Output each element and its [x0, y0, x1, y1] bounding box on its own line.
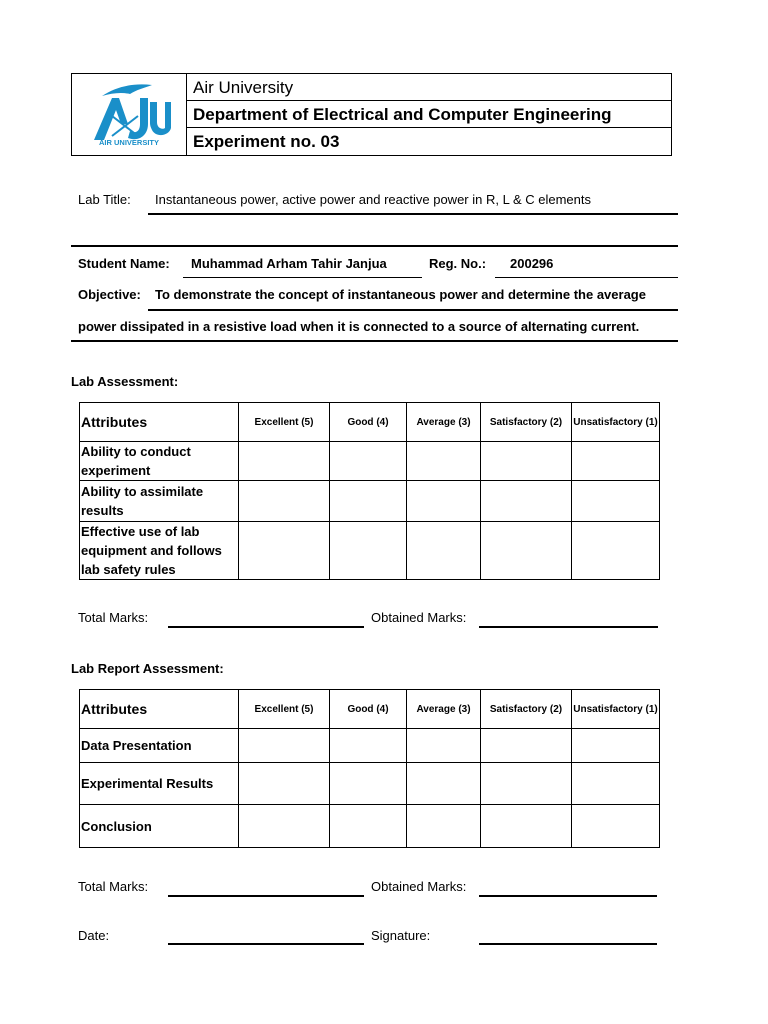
score-cell[interactable] — [330, 729, 407, 763]
lab-obtained-marks-field[interactable] — [479, 626, 658, 628]
score-cell[interactable] — [330, 481, 407, 522]
column-header: Good (4) — [330, 690, 407, 729]
attribute-cell: Experimental Results — [80, 763, 239, 805]
report-total-marks-field[interactable] — [168, 895, 364, 897]
student-name-line — [183, 277, 422, 278]
score-cell[interactable] — [239, 442, 330, 481]
lab-assessment-table — [79, 402, 660, 580]
column-header: Unsatisfactory (1) — [572, 690, 660, 729]
report-assessment-heading: Lab Report Assessment: — [71, 661, 224, 676]
signature-label: Signature: — [371, 928, 431, 943]
lab-obtained-marks-label: Obtained Marks: — [371, 610, 467, 625]
score-cell[interactable] — [481, 729, 572, 763]
score-cell[interactable] — [481, 442, 572, 481]
report-obtained-marks-field[interactable] — [479, 895, 657, 897]
column-header: Average (3) — [407, 403, 481, 442]
objective-underline-1 — [148, 309, 678, 311]
student-name-value: Muhammad Arham Tahir Janjua — [191, 256, 387, 271]
attribute-cell: Data Presentation — [80, 729, 239, 763]
score-cell[interactable] — [239, 481, 330, 522]
objective-underline-2 — [71, 340, 678, 342]
score-cell[interactable] — [330, 763, 407, 805]
header-table — [71, 73, 672, 156]
objective-line-1: To demonstrate the concept of instantaneous power and determine the average — [155, 287, 646, 302]
university-logo — [72, 74, 187, 155]
score-cell[interactable] — [239, 522, 330, 580]
divider-line — [71, 245, 678, 247]
column-header: Unsatisfactory (1) — [572, 403, 660, 442]
attribute-cell: Effective use of lab equipment and follows lab safety rules — [80, 522, 239, 580]
reg-no-label: Reg. No.: — [429, 256, 487, 271]
table-row — [80, 729, 660, 763]
signature-field[interactable] — [479, 943, 657, 945]
lab-title-label: Lab Title: — [78, 192, 131, 207]
university-name: Air University — [187, 74, 671, 101]
column-header: Satisfactory (2) — [481, 403, 572, 442]
reg-no-line — [495, 277, 678, 278]
column-header: Satisfactory (2) — [481, 690, 572, 729]
table-row — [80, 522, 660, 580]
score-cell[interactable] — [407, 763, 481, 805]
score-cell[interactable] — [572, 481, 660, 522]
table-header-row — [80, 403, 660, 442]
lab-total-marks-label: Total Marks: — [78, 610, 149, 625]
score-cell[interactable] — [239, 805, 330, 848]
report-assessment-table — [79, 689, 660, 848]
lab-assessment-heading: Lab Assessment: — [71, 374, 179, 389]
column-header: Excellent (5) — [239, 690, 330, 729]
column-header: Average (3) — [407, 690, 481, 729]
table-header-row — [80, 690, 660, 729]
attribute-cell: Ability to conduct experiment — [80, 442, 239, 481]
score-cell[interactable] — [572, 729, 660, 763]
report-obtained-marks-label: Obtained Marks: — [371, 879, 467, 894]
score-cell[interactable] — [330, 522, 407, 580]
column-header: Attributes — [80, 403, 239, 442]
score-cell[interactable] — [407, 805, 481, 848]
department-name: Department of Electrical and Computer Engineering — [187, 101, 671, 128]
logo-text: AIR UNIVERSITY — [98, 138, 160, 147]
table-row — [80, 763, 660, 805]
column-header: Attributes — [80, 690, 239, 729]
score-cell[interactable] — [572, 442, 660, 481]
column-header: Good (4) — [330, 403, 407, 442]
score-cell[interactable] — [330, 442, 407, 481]
attribute-cell: Ability to assimilate results — [80, 481, 239, 522]
score-cell[interactable] — [407, 481, 481, 522]
score-cell[interactable] — [407, 522, 481, 580]
attribute-cell: Conclusion — [80, 805, 239, 848]
lab-title-value: Instantaneous power, active power and reactive power in R, L & C elements — [155, 192, 591, 207]
score-cell[interactable] — [239, 763, 330, 805]
score-cell[interactable] — [572, 522, 660, 580]
score-cell[interactable] — [330, 805, 407, 848]
score-cell[interactable] — [481, 522, 572, 580]
lab-title-line — [148, 213, 678, 215]
date-label: Date: — [78, 928, 110, 943]
air-university-logo-icon — [72, 74, 186, 155]
table-row — [80, 805, 660, 848]
experiment-number: Experiment no. 03 — [193, 132, 340, 151]
score-cell[interactable] — [481, 481, 572, 522]
score-cell[interactable] — [572, 763, 660, 805]
column-header: Excellent (5) — [239, 403, 330, 442]
date-field[interactable] — [168, 943, 364, 945]
table-row — [80, 481, 660, 522]
score-cell[interactable] — [481, 763, 572, 805]
reg-no-value: 200296 — [510, 256, 554, 271]
student-name-label: Student Name: — [78, 256, 170, 271]
score-cell[interactable] — [407, 442, 481, 481]
score-cell[interactable] — [572, 805, 660, 848]
report-total-marks-label: Total Marks: — [78, 879, 149, 894]
score-cell[interactable] — [481, 805, 572, 848]
objective-label: Objective: — [78, 287, 141, 302]
objective-line-2: power dissipated in a resistive load when it is connected to a source of alternating current. — [78, 319, 640, 334]
score-cell[interactable] — [407, 729, 481, 763]
score-cell[interactable] — [239, 729, 330, 763]
table-row — [80, 442, 660, 481]
lab-total-marks-field[interactable] — [168, 626, 364, 628]
